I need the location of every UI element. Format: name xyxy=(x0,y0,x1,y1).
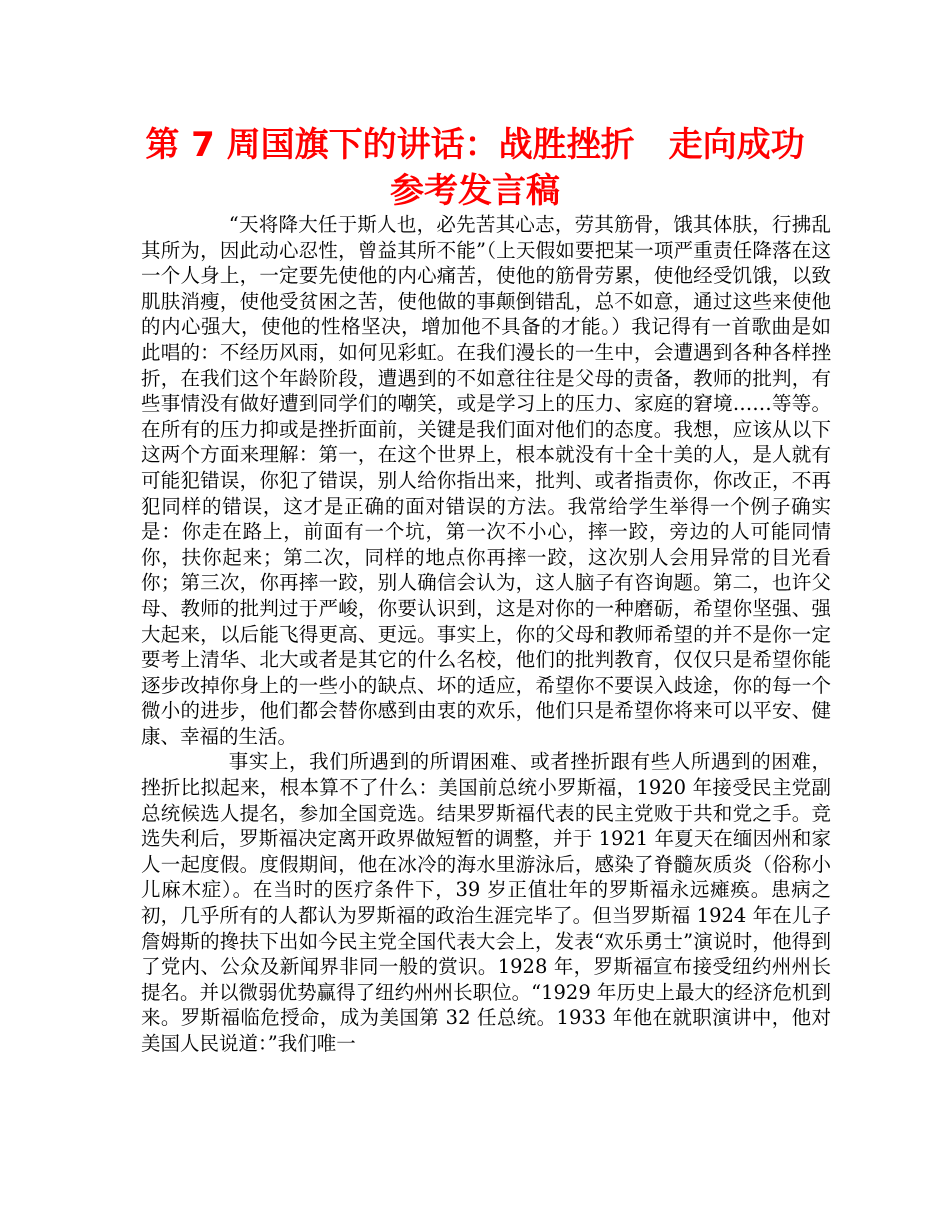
body-paragraph-2: 事实上，我们所遇到的所谓困难、或者挫折跟有些人所遇到的困难，挫折比拟起来，根本算不了什么：美国前总统小罗斯福，1920 年接受民主党副总统候选人提名，参加全国竞选。结果罗斯福代表的民主党败于共和党之手。竞选失利后，罗斯福决定离开政界做短暂的调整，并于 1921 年夏天在缅因州和家人一起度假。度假期间，他在冰冷的海水里游泳后，感染了脊髓灰质炎（俗称小儿麻木症）。在当时的医疗条件下，39 岁正值壮年的罗斯福永远瘫痪。患病之初，几乎所有的人都认为罗斯福的政治生涯完毕了。但当罗斯福 1924 年在儿子詹姆斯的搀扶下出如今民主党全国代表大会上，发表“欢乐勇士”演说时，他得到了党内、公众及新闻界非同一般的赏识。1928 年，罗斯福宣布接受纽约州州长提名。并以微弱优势赢得了纽约州州长职位。“1929 年历史上最大的经济危机到来。罗斯福临危授命，成为美国第 32 任总统。1933 年他在就职演讲中，他对美国人民说道：”我们唯一 xyxy=(141,750,831,1055)
body-paragraph-1: “天将降大任于斯人也，必先苦其心志，劳其筋骨，饿其体肤，行拂乱其所为，因此动心忍性，曾益其所不能”（上天假如要把某一项严重责任降落在这一个人身上，一定要先使他的内心痛苦，使他的筋骨劳累，使他经受饥饿，以致肌肤消瘦，使他受贫困之苦，使他做的事颠倒错乱，总不如意，通过这些来使他的内心强大，使他的性格坚决，增加他不具备的才能。）我记得有一首歌曲是如此唱的：不经历风雨，如何见彩虹。在我们漫长的一生中，会遭遇到各种各样挫折，在我们这个年龄阶段，遭遇到的不如意往往是父母的责备，教师的批判，有些事情没有做好遭到同学们的嘲笑，或是学习上的压力、家庭的窘境……等等。在所有的压力抑或是挫折面前，关键是我们面对他们的态度。我想，应该从以下这两个方面来理解：第一，在这个世界上，根本就没有十全十美的人，是人就有可能犯错误，你犯了错误，别人给你指出来，批判、或者指责你，你改正，不再犯同样的错误，这才是正确的面对错误的方法。我常给学生举得一个例子确实是：你走在路上，前面有一个坑，第一次不小心，摔一跤，旁边的人可能同情你，扶你起来；第二次，同样的地点你再摔一跤，这次别人会用异常的目光看你；第三次，你再摔一跤，别人确信会认为，这人脑子有咨询题。第二，也许父母、教师的批判过于严峻，你要认识到，这是对你的一种磨砺，希望你坚强、强大起来，以后能飞得更高、更远。事实上，你的父母和教师希望的并不是你一定要考上清华、北大或者是其它的什么名校，他们的批判教育，仅仅只是希望你能逐步改掉你身上的一些小的缺点、坏的适应，希望你不要误入歧途，你的每一个微小的进步，他们都会替你感到由衷的欢乐，他们只是希望你将来可以平安、健康、幸福的生活。 xyxy=(141,213,831,748)
document-body xyxy=(141,212,831,1057)
document-title: 第 7 周国旗下的讲话：战胜挫折 走向成功参考发言稿 xyxy=(145,125,805,211)
